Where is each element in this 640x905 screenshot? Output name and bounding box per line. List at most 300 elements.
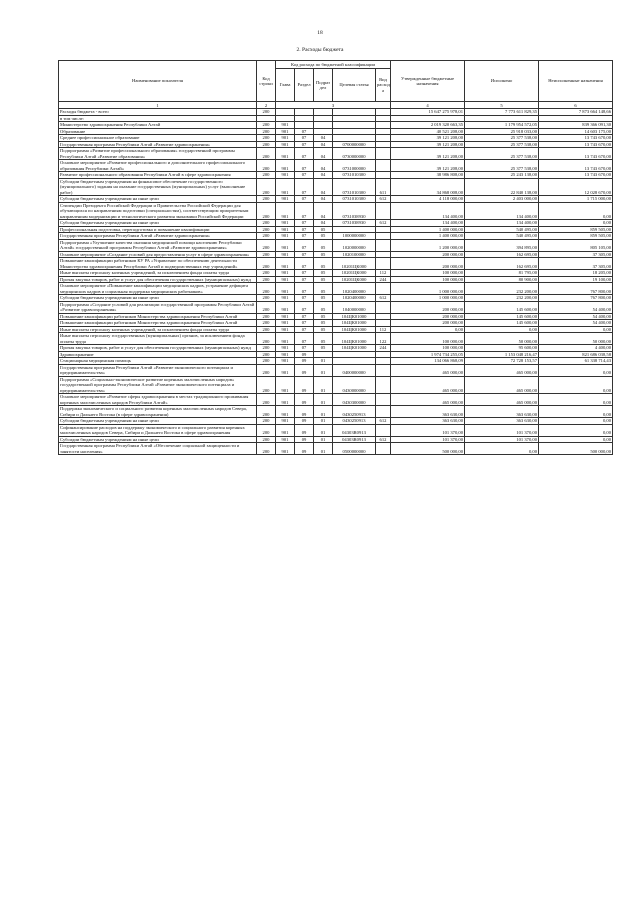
row-executed: 162 695,00: [465, 258, 539, 270]
row-vid: 244: [376, 276, 391, 283]
row-approved: 39 121 208,00: [391, 141, 465, 148]
table-row: [59, 301, 613, 313]
row-glava: 901: [276, 443, 295, 455]
row-vid: [376, 258, 391, 270]
row-vid: [376, 424, 391, 436]
row-name: Подпрограмма «Социально-экономическое развитие коренных малочисленных народов» государственной программы Республики Алтай «Развитие экономического потенциала и предпринимательства»: [59, 376, 257, 394]
row-target: 0700000000: [333, 141, 376, 148]
row-code: 200: [257, 424, 276, 436]
row-podrazdel: 05: [314, 233, 333, 240]
row-unexecuted: 0,00: [539, 364, 613, 376]
row-target: 0731038930: [333, 220, 376, 227]
row-executed: 145 600,00: [465, 301, 539, 313]
row-vid: [376, 443, 391, 455]
row-vid: [376, 376, 391, 394]
header-glava: Глава: [276, 69, 295, 102]
row-approved: 200 000,00: [391, 301, 465, 313]
row-name: Прочая закупка товаров, работ и услуг для обеспечения государственных (муниципальных) нужд: [59, 276, 257, 283]
row-vid: [376, 148, 391, 160]
row-target: 0430000000: [333, 376, 376, 394]
row-podrazdel: 05: [314, 258, 333, 270]
row-podrazdel: 01: [314, 358, 333, 365]
row-target: 104ЦК01000: [333, 333, 376, 345]
row-glava: 901: [276, 320, 295, 327]
row-glava: 901: [276, 295, 295, 302]
col-num: 2: [257, 102, 276, 109]
table-row: [59, 258, 613, 270]
row-code: 200: [257, 141, 276, 148]
row-target: 1020400000: [333, 283, 376, 295]
row-razdel: 07: [295, 320, 314, 327]
row-razdel: 07: [295, 202, 314, 220]
row-razdel: 07: [295, 333, 314, 345]
row-executed: 162 695,00: [465, 251, 539, 258]
row-name: Иные выплаты персоналу казенных учреждений, за исключением фонда оплаты труда: [59, 270, 257, 277]
row-unexecuted: 13 743 670,00: [539, 141, 613, 148]
row-razdel: 07: [295, 345, 314, 352]
row-unexecuted: 821 686 038,58: [539, 351, 613, 358]
row-podrazdel: 05: [314, 239, 333, 251]
row-executed: 134 400,00: [465, 220, 539, 227]
row-executed: 540 495,00: [465, 226, 539, 233]
row-code: 200: [257, 394, 276, 406]
row-razdel: 09: [295, 351, 314, 358]
row-unexecuted: 13 743 670,00: [539, 148, 613, 160]
row-glava: 901: [276, 436, 295, 443]
row-unexecuted: 12 028 670,00: [539, 178, 613, 196]
row-glava: 901: [276, 326, 295, 333]
row-razdel: 07: [295, 239, 314, 251]
row-unexecuted: 0,00: [539, 406, 613, 418]
row-vid: 612: [376, 196, 391, 203]
row-approved: 100 000,00: [391, 270, 465, 277]
row-glava: 901: [276, 128, 295, 135]
row-name: Софинансирование расходов на поддержку экономического и социального развития коренных малочисленных народов Севера, Сибири и Дальнего Востока в сфере здравоохранения: [59, 424, 257, 436]
row-code: 200: [257, 436, 276, 443]
row-name: Государственная программа Республики Алтай «Развитие здравоохранения»: [59, 141, 257, 148]
col-num: 4: [391, 102, 465, 109]
header-vid: Вид расход а: [376, 69, 391, 102]
row-glava: 901: [276, 283, 295, 295]
row-name: Среднее профессиональное образование: [59, 135, 257, 142]
row-razdel: 07: [295, 283, 314, 295]
row-unexecuted: 13 743 670,00: [539, 160, 613, 172]
row-name: Иные выплаты персоналу казенных учреждений, за исключением фонда оплаты труда: [59, 326, 257, 333]
row-code: 200: [257, 345, 276, 352]
row-razdel: 07: [295, 326, 314, 333]
row-unexecuted: 4 400,00: [539, 345, 613, 352]
table-row: [59, 202, 613, 220]
header-razdel: Раздел: [295, 69, 314, 102]
row-target: 1020100000: [333, 251, 376, 258]
row-executed: 232 200,00: [465, 295, 539, 302]
table-row: [59, 178, 613, 196]
row-approved: 363 630,00: [391, 406, 465, 418]
row-name: Иные выплаты персоналу государственных (муниципальных) органов, за исключением фонда оплаты труда: [59, 333, 257, 345]
row-unexecuted: 859 505,00: [539, 233, 613, 240]
row-target: 10201ЦК000: [333, 270, 376, 277]
row-podrazdel: 01: [314, 406, 333, 418]
row-razdel: 07: [295, 141, 314, 148]
row-target: 104ЦК01000: [333, 320, 376, 327]
row-executed: 465 000,00: [465, 376, 539, 394]
row-approved: 134 066 868,09: [391, 358, 465, 365]
row-executed: 134 400,00: [465, 202, 539, 220]
header-name: Наименование показателя: [59, 61, 257, 102]
row-unexecuted: 61 338 714,43: [539, 358, 613, 365]
row-executed: 95 600,00: [465, 345, 539, 352]
row-razdel: 07: [295, 313, 314, 320]
row-code: 200: [257, 326, 276, 333]
row-code: 200: [257, 148, 276, 160]
row-approved: 39 121 208,00: [391, 135, 465, 142]
row-glava: 901: [276, 276, 295, 283]
row-razdel: 09: [295, 406, 314, 418]
row-vid: 612: [376, 436, 391, 443]
row-executed: 22 840 138,00: [465, 178, 539, 196]
row-name: Повышение квалификации работников КУ РА «Управление по обеспечению деятельности Министерства здравоохранения Республики Алтай и подведомственных ему учреждений»: [59, 258, 257, 270]
row-podrazdel: 04: [314, 135, 333, 142]
row-name: Основное мероприятие «Развитие сферы здравоохранения в местах традиционного проживания коренных малочисленных народов Республики Алтай»: [59, 394, 257, 406]
row-target: 0430250913: [333, 418, 376, 425]
row-unexecuted: 0,00: [539, 220, 613, 227]
row-executed: 25 377 538,00: [465, 160, 539, 172]
row-podrazdel: 01: [314, 443, 333, 455]
row-code: 200: [257, 233, 276, 240]
col-num: 5: [465, 102, 539, 109]
row-name: Расходы бюджета - всего: [59, 109, 257, 116]
row-unexecuted: 805 105,00: [539, 239, 613, 251]
row-glava: 901: [276, 202, 295, 220]
row-code: 200: [257, 128, 276, 135]
row-code: 200: [257, 320, 276, 327]
header-unexecuted: Неисполненные назначения: [539, 61, 613, 102]
row-approved: 101 370,00: [391, 436, 465, 443]
row-unexecuted: 0,00: [539, 326, 613, 333]
row-name: Субсидии бюджетным учреждениям на иные цели: [59, 295, 257, 302]
row-executed: 80 900,00: [465, 276, 539, 283]
row-executed: 25 918 033,00: [465, 128, 539, 135]
row-vid: [376, 283, 391, 295]
row-approved: 1 974 734 255,05: [391, 351, 465, 358]
row-code: 200: [257, 251, 276, 258]
row-code: 200: [257, 358, 276, 365]
row-executed: 7 773 611 829,35: [465, 109, 539, 116]
header-approved: Утвержденные бюджетные назначения: [391, 61, 465, 102]
row-glava: 901: [276, 258, 295, 270]
row-unexecuted: 37 305,00: [539, 258, 613, 270]
table-row: [59, 424, 613, 436]
row-approved: 134 400,00: [391, 202, 465, 220]
row-target: 104ЦК01000: [333, 313, 376, 320]
row-executed: 0,00: [465, 326, 539, 333]
row-vid: [376, 239, 391, 251]
row-podrazdel: 05: [314, 295, 333, 302]
row-unexecuted: 54 400,00: [539, 313, 613, 320]
row-podrazdel: 05: [314, 301, 333, 313]
row-unexecuted: 1 715 000,00: [539, 196, 613, 203]
row-unexecuted: 767 800,00: [539, 283, 613, 295]
row-name: Основное мероприятие «Повышение квалификации медицинских кадров, устранение дефицита медицинских кадров и социальная поддержка медицинских работников»: [59, 283, 257, 295]
row-podrazdel: 05: [314, 270, 333, 277]
row-vid: 611: [376, 178, 391, 196]
row-approved: 200 000,00: [391, 251, 465, 258]
row-podrazdel: 04: [314, 196, 333, 203]
row-name: Субсидии бюджетным учреждениям на иные цели: [59, 436, 257, 443]
row-code: 200: [257, 220, 276, 227]
row-razdel: 09: [295, 436, 314, 443]
row-executed: 363 630,00: [465, 406, 539, 418]
row-executed: 25 243 138,00: [465, 172, 539, 179]
row-code: 200: [257, 178, 276, 196]
row-code: 200: [257, 313, 276, 320]
row-executed: 50 000,00: [465, 333, 539, 345]
row-target: 104ЦК01000: [333, 326, 376, 333]
row-target: 104ЦК01000: [333, 345, 376, 352]
expenses-table: [58, 60, 613, 455]
row-glava: 901: [276, 196, 295, 203]
row-name: Образование: [59, 128, 257, 135]
row-code: 200: [257, 202, 276, 220]
row-razdel: 07: [295, 178, 314, 196]
row-target: 0731000000: [333, 160, 376, 172]
table-body: [59, 109, 613, 455]
row-code: 200: [257, 333, 276, 345]
row-name: Здравоохранение: [59, 351, 257, 358]
row-glava: 901: [276, 122, 295, 129]
row-approved: 34 868 008,00: [391, 178, 465, 196]
row-name: Подпрограмма «Создание условий для реализации государственной программы Республики Алтай «Развитие здравоохранения»: [59, 301, 257, 313]
row-unexecuted: 18 205,00: [539, 270, 613, 277]
row-name: Основное мероприятие «Создание условий для предоставления услуг в сфере здравоохранения»: [59, 251, 257, 258]
row-razdel: 09: [295, 376, 314, 394]
row-executed: 72 728 153,57: [465, 358, 539, 365]
row-unexecuted: 859 505,00: [539, 226, 613, 233]
row-glava: 901: [276, 239, 295, 251]
row-executed: 0,00: [465, 443, 539, 455]
row-approved: 39 121 208,00: [391, 148, 465, 160]
row-glava: 901: [276, 148, 295, 160]
row-target: 0430300000: [333, 394, 376, 406]
row-target: 1020000000: [333, 239, 376, 251]
row-code: 200: [257, 196, 276, 203]
row-name: Государственная программа Республики Алтай «Обеспечение социальной защищенности и занятости населения»: [59, 443, 257, 455]
table-row: [59, 333, 613, 345]
row-unexecuted: 500 000,00: [539, 443, 613, 455]
row-name: в том числе:: [59, 115, 257, 122]
row-razdel: 07: [295, 295, 314, 302]
column-number-row: [59, 102, 613, 109]
row-podrazdel: 01: [314, 424, 333, 436]
row-vid: [376, 406, 391, 418]
row-glava: 901: [276, 160, 295, 172]
row-podrazdel: 04: [314, 141, 333, 148]
row-code: 200: [257, 443, 276, 455]
row-razdel: 07: [295, 172, 314, 179]
row-vid: [376, 160, 391, 172]
row-vid: 244: [376, 345, 391, 352]
row-approved: 39 121 208,00: [391, 160, 465, 172]
row-unexecuted: 767 800,00: [539, 295, 613, 302]
row-podrazdel: 05: [314, 333, 333, 345]
row-unexecuted: 0,00: [539, 376, 613, 394]
row-code: 200: [257, 301, 276, 313]
row-razdel: 07: [295, 160, 314, 172]
row-target: 0731010300: [333, 178, 376, 196]
row-approved: 1 400 000,00: [391, 226, 465, 233]
row-approved: 1 000 000,00: [391, 295, 465, 302]
row-approved: 101 370,00: [391, 424, 465, 436]
row-target: 10201ЦК000: [333, 276, 376, 283]
row-name: Субсидии бюджетным учреждениям на иные цели: [59, 418, 257, 425]
col-num: 6: [539, 102, 613, 109]
col-num: 1: [59, 102, 257, 109]
row-podrazdel: 05: [314, 320, 333, 327]
row-podrazdel: 04: [314, 172, 333, 179]
row-podrazdel: 05: [314, 283, 333, 295]
row-name: Субсидии бюджетным учреждениям на иные цели: [59, 196, 257, 203]
row-glava: 901: [276, 376, 295, 394]
row-unexecuted: 7 873 664 148,66: [539, 109, 613, 116]
row-unexecuted: 19 100,00: [539, 276, 613, 283]
row-executed: 25 377 538,00: [465, 148, 539, 160]
row-approved: 100 000,00: [391, 345, 465, 352]
row-target: 0731010300: [333, 196, 376, 203]
col-num: 3: [276, 102, 391, 109]
row-code: 200: [257, 135, 276, 142]
row-razdel: 07: [295, 226, 314, 233]
row-razdel: 09: [295, 394, 314, 406]
row-executed: 232 200,00: [465, 283, 539, 295]
row-podrazdel: 04: [314, 202, 333, 220]
row-podrazdel: 05: [314, 345, 333, 352]
row-razdel: 07: [295, 270, 314, 277]
row-name: Субсидии бюджетным учреждениям на финансовое обеспечение государственного (муниципального) задания на оказание государственных (муниципальных) услуг (выполнение работ): [59, 178, 257, 196]
row-executed: 25 377 538,00: [465, 141, 539, 148]
row-glava: 901: [276, 226, 295, 233]
table-row: [59, 239, 613, 251]
row-code: 200: [257, 364, 276, 376]
row-target: 0731010300: [333, 172, 376, 179]
row-unexecuted: 0,00: [539, 202, 613, 220]
row-vid: [376, 364, 391, 376]
row-unexecuted: 37 305,00: [539, 251, 613, 258]
row-target: 0430250913: [333, 406, 376, 418]
row-approved: 38 986 808,00: [391, 172, 465, 179]
table-row: [59, 148, 613, 160]
row-approved: 200 000,00: [391, 258, 465, 270]
row-code: 200: [257, 172, 276, 179]
row-code: 200: [257, 351, 276, 358]
row-approved: 465 000,00: [391, 376, 465, 394]
row-glava: 901: [276, 424, 295, 436]
row-glava: 901: [276, 406, 295, 418]
row-vid: 612: [376, 295, 391, 302]
row-razdel: 07: [295, 128, 314, 135]
row-unexecuted: 0,00: [539, 424, 613, 436]
row-unexecuted: 0,00: [539, 418, 613, 425]
row-approved: 200 000,00: [391, 320, 465, 327]
row-razdel: 07: [295, 148, 314, 160]
table-row: [59, 394, 613, 406]
row-executed: 465 000,00: [465, 394, 539, 406]
row-glava: 901: [276, 333, 295, 345]
table-row: [59, 376, 613, 394]
table-row: [59, 364, 613, 376]
row-name: Стационарная медицинская помощь: [59, 358, 257, 365]
table-row: [59, 443, 613, 455]
row-glava: 901: [276, 301, 295, 313]
row-name: Основное мероприятие «Развитие профессионального и дополнительного профессионального образования Республики Алтай»: [59, 160, 257, 172]
row-approved: 134 400,00: [391, 220, 465, 227]
row-glava: 901: [276, 418, 295, 425]
row-approved: 0,00: [391, 326, 465, 333]
row-approved: 1 000 000,00: [391, 283, 465, 295]
row-name: Поддержка экономического и социального развития коренных малочисленных народов Севера, Сибири и Дальнего Востока (в сфере здравоохранения): [59, 406, 257, 418]
row-podrazdel: 04: [314, 178, 333, 196]
row-name: Профессиональная подготовка, переподготовка и повышение квалификации: [59, 226, 257, 233]
row-target: 04303R0913: [333, 424, 376, 436]
row-approved: 15 647 275 978,01: [391, 109, 465, 116]
row-vid: 112: [376, 326, 391, 333]
table-row: [59, 283, 613, 295]
row-target: 0400000000: [333, 364, 376, 376]
row-approved: 1 400 000,00: [391, 233, 465, 240]
row-glava: 901: [276, 394, 295, 406]
row-podrazdel: 05: [314, 226, 333, 233]
row-razdel: 07: [295, 258, 314, 270]
row-glava: 901: [276, 270, 295, 277]
row-unexecuted: 0,00: [539, 394, 613, 406]
row-executed: 25 377 538,00: [465, 135, 539, 142]
row-target: 0500000000: [333, 443, 376, 455]
row-unexecuted: 0,00: [539, 436, 613, 443]
row-glava: 901: [276, 141, 295, 148]
row-razdel: 07: [295, 276, 314, 283]
row-glava: 901: [276, 178, 295, 196]
row-code: 200: [257, 239, 276, 251]
row-glava: 901: [276, 351, 295, 358]
row-name: Субсидии бюджетным учреждениям на иные цели: [59, 220, 257, 227]
row-executed: 2 403 000,00: [465, 196, 539, 203]
row-razdel: 09: [295, 364, 314, 376]
row-target: 1040000000: [333, 301, 376, 313]
row-name: Развитие профессионального образования Республики Алтай в сфере здравоохранения: [59, 172, 257, 179]
row-razdel: 09: [295, 443, 314, 455]
row-glava: 901: [276, 220, 295, 227]
row-podrazdel: 05: [314, 326, 333, 333]
row-razdel: 07: [295, 196, 314, 203]
row-vid: [376, 202, 391, 220]
row-podrazdel: 05: [314, 276, 333, 283]
row-razdel: 07: [295, 233, 314, 240]
row-podrazdel: 05: [314, 251, 333, 258]
row-code: 200: [257, 226, 276, 233]
row-razdel: 07: [295, 301, 314, 313]
row-podrazdel: 01: [314, 418, 333, 425]
row-code: 200: [257, 276, 276, 283]
row-target: 0731038930: [333, 202, 376, 220]
row-approved: 200 000,00: [391, 313, 465, 320]
header-code-line: Код строки: [257, 61, 276, 102]
row-vid: [376, 301, 391, 313]
row-approved: 363 630,00: [391, 418, 465, 425]
row-podrazdel: 05: [314, 313, 333, 320]
row-name: Министерство здравоохранения Республики Алтай: [59, 122, 257, 129]
row-target: 1020400000: [333, 295, 376, 302]
row-name: Подпрограмма «Улучшение качества оказания медицинской помощи населению Республики Алтай» государственной программы Республики Алтай «Развитие здравоохранения»: [59, 239, 257, 251]
row-vid: 122: [376, 333, 391, 345]
